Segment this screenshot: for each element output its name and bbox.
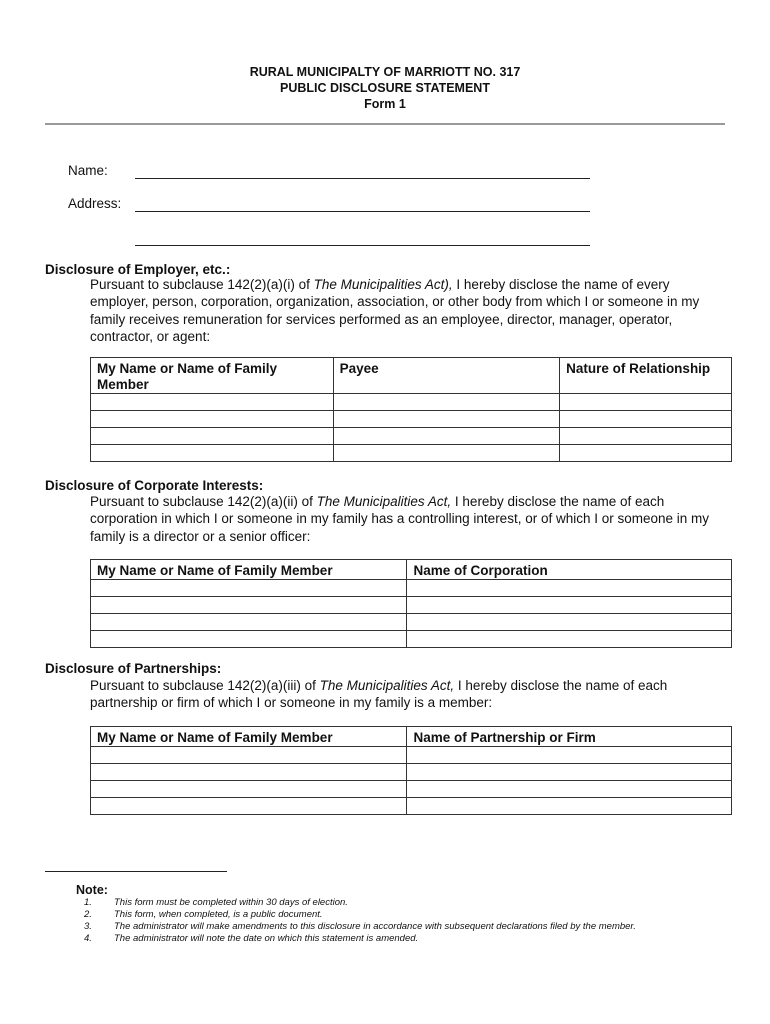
header-divider [45, 123, 725, 125]
list-item [84, 933, 636, 945]
address-field-line-1[interactable] [135, 211, 590, 212]
corporate-act-name: The Municipalities Act, [316, 494, 452, 509]
name-field[interactable] [135, 178, 590, 179]
table-cell[interactable] [407, 580, 732, 597]
table-cell[interactable] [407, 747, 732, 764]
column-header: My Name or Name of Family Member [91, 358, 334, 394]
table-cell[interactable] [91, 597, 407, 614]
note-number: 1. [84, 897, 92, 908]
corporate-section-title: Disclosure of Corporate Interests: [45, 478, 264, 493]
table-row [91, 781, 732, 798]
name-label: Name: [68, 163, 108, 178]
table-header-row [91, 358, 732, 394]
statement-title: PUBLIC DISCLOSURE STATEMENT [280, 81, 490, 95]
table-row [91, 580, 732, 597]
table-row [91, 394, 732, 411]
table-cell[interactable] [91, 445, 334, 462]
address-label: Address: [68, 196, 122, 211]
employer-act-name: The Municipalities Act), [313, 277, 453, 292]
employer-section-title: Disclosure of Employer, etc.: [45, 262, 231, 277]
table-row [91, 428, 732, 445]
footnote-divider [45, 871, 227, 872]
table-row [91, 411, 732, 428]
table-cell[interactable] [91, 747, 407, 764]
table-cell[interactable] [560, 428, 732, 445]
table-cell[interactable] [407, 597, 732, 614]
corporate-text-post: I hereby disclose the name of each corporation in which I or someone in my family has a controlling interest, or of which I or someone in my family is a director or a senior officer: [90, 494, 710, 544]
list-item [84, 921, 636, 933]
employer-text-pre: Pursuant to subclause 142(2)(a)(i) of [90, 277, 314, 292]
table-row [91, 614, 732, 631]
table-cell[interactable] [91, 631, 407, 648]
table-cell[interactable] [91, 428, 334, 445]
column-header: Name of Partnership or Firm [407, 727, 732, 747]
table-cell[interactable] [91, 580, 407, 597]
note-text: The administrator will note the date on which this statement is amended. [114, 933, 419, 944]
table-cell[interactable] [333, 394, 560, 411]
employer-section-text [90, 276, 730, 346]
table-cell[interactable] [560, 394, 732, 411]
list-item [84, 909, 636, 921]
table-cell[interactable] [407, 631, 732, 648]
employer-table [90, 357, 732, 462]
municipality-title: RURAL MUNICIPALTY OF MARRIOTT NO. 317 [249, 65, 521, 79]
note-list [84, 897, 636, 945]
table-cell[interactable] [91, 781, 407, 798]
partnerships-section-text [90, 677, 730, 712]
corporate-text-pre: Pursuant to subclause 142(2)(a)(ii) of [90, 494, 317, 509]
note-title: Note: [76, 883, 108, 897]
table-row [91, 445, 732, 462]
partnerships-section-title: Disclosure of Partnerships: [45, 661, 222, 676]
table-row [91, 597, 732, 614]
list-item [84, 897, 636, 909]
table-row [91, 631, 732, 648]
partnerships-text-pre: Pursuant to subclause 142(2)(a)(iii) of [90, 678, 320, 693]
table-row [91, 764, 732, 781]
table-header-row [91, 727, 732, 747]
table-cell[interactable] [560, 411, 732, 428]
form-header [0, 64, 770, 112]
table-cell[interactable] [333, 445, 560, 462]
partnerships-text-post: I hereby disclose the name of each partnership or firm of which I or someone in my family is a member: [90, 678, 668, 711]
column-header: Payee [333, 358, 560, 394]
note-number: 4. [84, 933, 92, 944]
table-cell[interactable] [333, 428, 560, 445]
table-cell[interactable] [333, 411, 560, 428]
note-number: 2. [84, 909, 92, 920]
note-text: The administrator will make amendments to this disclosure in accordance with subsequent declarations filed by the member. [114, 921, 636, 932]
table-cell[interactable] [560, 445, 732, 462]
note-text: This form, when completed, is a public document. [114, 909, 323, 920]
table-header-row [91, 560, 732, 580]
partnerships-act-name: The Municipalities Act, [319, 678, 455, 693]
partnerships-table [90, 726, 732, 815]
table-cell[interactable] [407, 781, 732, 798]
table-cell[interactable] [407, 764, 732, 781]
column-header: My Name or Name of Family Member [91, 560, 407, 580]
column-header: Nature of Relationship [560, 358, 732, 394]
form-number: Form 1 [364, 97, 406, 111]
column-header: My Name or Name of Family Member [91, 727, 407, 747]
table-cell[interactable] [91, 798, 407, 815]
table-row [91, 747, 732, 764]
table-cell[interactable] [407, 614, 732, 631]
note-number: 3. [84, 921, 92, 932]
table-row [91, 798, 732, 815]
address-field-line-2[interactable] [135, 245, 590, 246]
employer-text-post: I hereby disclose the name of every employer, person, corporation, organization, association, or other body from which I or someone in my family receives remuneration for services performed as an employee, director, manager, operator, contractor, or agent: [90, 277, 700, 345]
note-text: This form must be completed within 30 days of election. [114, 897, 348, 908]
corporate-section-text [90, 493, 730, 545]
corporate-table [90, 559, 732, 648]
column-header: Name of Corporation [407, 560, 732, 580]
table-cell[interactable] [91, 764, 407, 781]
table-cell[interactable] [407, 798, 732, 815]
table-cell[interactable] [91, 394, 334, 411]
table-cell[interactable] [91, 411, 334, 428]
table-cell[interactable] [91, 614, 407, 631]
